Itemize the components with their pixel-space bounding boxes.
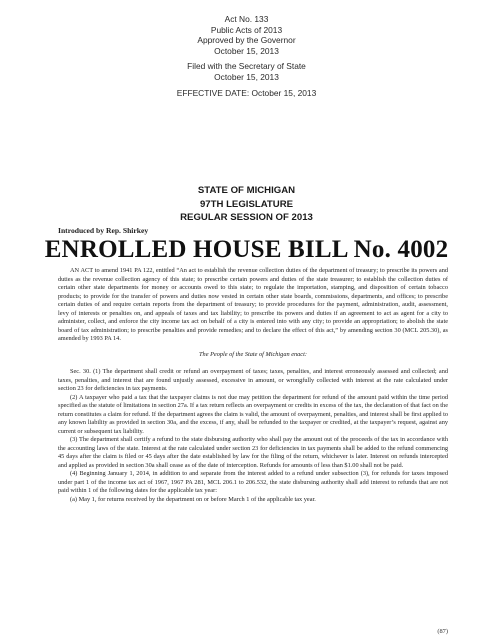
session-name: REGULAR SESSION OF 2013 [180, 212, 313, 224]
section-30-subsection-3: (3) The department shall certify a refund to the state disbursing authority who shall pay the amount out of the proceeds of the tax in accordance with the accounting laws of the state. Interest at the rate calculated under section 23 for deficiencies in tax payments shall be added to the refund commencing 45 days after the claim is filed or 45 days after the date established by law for the filing of the return, whichever is later. Interest on refunds intercepted and applied as provided in section 30a shall cease as of the date of interception. Refunds for amounts of less than $1.00 shall not be paid. [58, 436, 448, 469]
introduced-by: Introduced by Rep. Shirkey [58, 226, 149, 235]
act-number: Act No. 133 [224, 14, 269, 24]
bill-title: ENROLLED HOUSE BILL No. 4002 [44, 236, 449, 263]
filed-line: Filed with the Secretary of State [187, 61, 306, 72]
act-header [0, 14, 493, 98]
legislature-block [0, 184, 493, 225]
page-number: (87) [437, 628, 448, 635]
section-30-subsection-2: (2) A taxpayer who paid a tax that the taxpayer claims is not due may petition the department for refund of the amount paid within the time period specified as the statute of limitations in section 27a. If a tax return reflects an overpayment or credits in excess of the tax, the declaration of that fact on the return constitutes a claim for refund. If the department agrees the claim is valid, the amount of overpayment, penalties, and interest shall be first applied to any known liability as provided in section 30a, and the excess, if any, shall be refunded to the taxpayer or credited, at the taxpayer’s request, against any current or subsequent tax liability. [58, 393, 448, 435]
bill-body [58, 267, 448, 504]
section-30-subsection-4a: (a) May 1, for returns received by the department on or before March 1 of the applicable tax year. [70, 495, 316, 503]
approved-date: October 15, 2013 [214, 45, 279, 56]
section-30-subsection-1: Sec. 30. (1) The department shall credit or refund an overpayment of taxes; taxes, penalties, and interest erroneously assessed and collected; and taxes, penalties, and interest that are found unjustly assessed, excessive in amount, or wrongfully collected with interest at the rate calculated under section 23 for deficiencies in tax payments. [58, 368, 448, 392]
act-preamble: AN ACT to amend 1941 PA 122, entitled “An act to establish the revenue collection duties of the department of treasury; to prescribe its powers and duties as the revenue collection agency of this state; to prescribe certain powers and duties of the state treasurer; to establish the collection duties of certain other state departments for money or accounts owed to this state; to regulate the importation, stamping, and disposition of certain tobacco products; to provide for the transfer of powers and duties now vested in certain other state boards, commissions, departments, and offices; to prescribe certain duties of and require certain reports from the department of treasury; to provide procedures for the payment, administration, audit, assessment, levy of interests or penalties on, and appeals of taxes and tax liability; to prescribe its powers and duties if an agreement to act as agent for a city to administer, collect, and enforce the city income tax act on behalf of a city is entered into with any city; to provide an appropriation; to abolish the state board of tax administration; to prescribe penalties and provide remedies; and to declare the effect of this act,” by amending section 30 (MCL 205.30), as amended by 1993 PA 14. [58, 267, 448, 342]
public-acts-year: Public Acts of 2013 [210, 24, 283, 35]
effective-date: EFFECTIVE DATE: October 15, 2013 [176, 87, 317, 98]
enacting-clause: The People of the State of Michigan enact: [199, 350, 307, 358]
state-name: STATE OF MICHIGAN [197, 185, 296, 196]
approved-line: Approved by the Governor [197, 35, 296, 46]
legislature-number: 97TH LEGISLATURE [199, 198, 294, 210]
section-30-subsection-4: (4) Beginning January 1, 2014, in addition to and separate from the interest added to a refund under subsection (3), for refunds for taxes imposed under part 1 of the income tax act of 1967, 1967 PA 281, MCL 206.1 to 206.532, the state disbursing authority shall add interest to refunds that are not paid within 1 of the following dates for the applicable tax year: [58, 470, 448, 494]
filed-date: October 15, 2013 [214, 71, 279, 82]
